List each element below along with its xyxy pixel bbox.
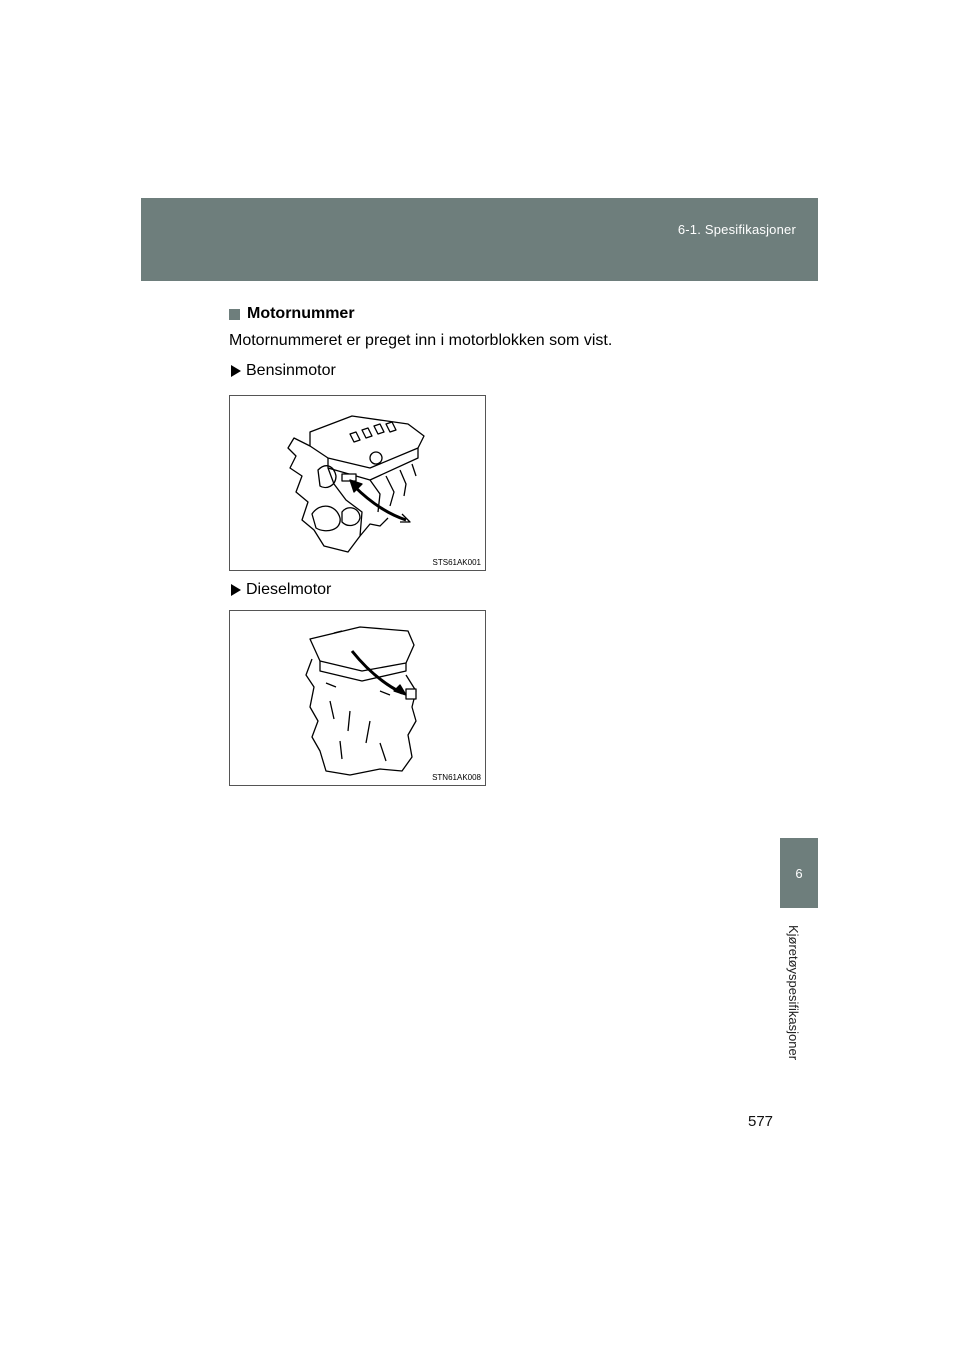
page-number: 577 <box>748 1113 774 1130</box>
figure-code: STS61AK001 <box>432 558 481 567</box>
section-title: 6-1. Spesifikasjoner <box>677 222 796 237</box>
figure-code: STN61AK008 <box>432 773 481 782</box>
heading-text: Motornummer <box>247 305 355 322</box>
bullet-label: Dieselmotor <box>246 581 332 598</box>
figure-petrol-engine <box>229 395 486 571</box>
bullet-dieselmotor <box>229 581 331 599</box>
body-text: Motornummeret er preget inn i motorblokken som vist. <box>229 332 613 349</box>
bullet-bensinmotor <box>229 362 336 380</box>
figure-diesel-engine <box>229 610 486 786</box>
chapter-tab[interactable] <box>780 838 818 908</box>
heading-square-icon <box>229 309 240 320</box>
triangle-bullet-icon <box>231 365 241 377</box>
heading-motornummer <box>229 305 355 323</box>
header-band <box>141 198 818 281</box>
petrol-engine-illustration-icon <box>230 396 485 570</box>
chapter-number: 6 <box>795 865 803 881</box>
chapter-title-vertical <box>774 912 814 1072</box>
chapter-title: Kjøretøyspesifikasjoner <box>786 924 802 1060</box>
diesel-engine-illustration-icon <box>230 611 485 785</box>
triangle-bullet-icon <box>231 584 241 596</box>
bullet-label: Bensinmotor <box>246 362 336 379</box>
